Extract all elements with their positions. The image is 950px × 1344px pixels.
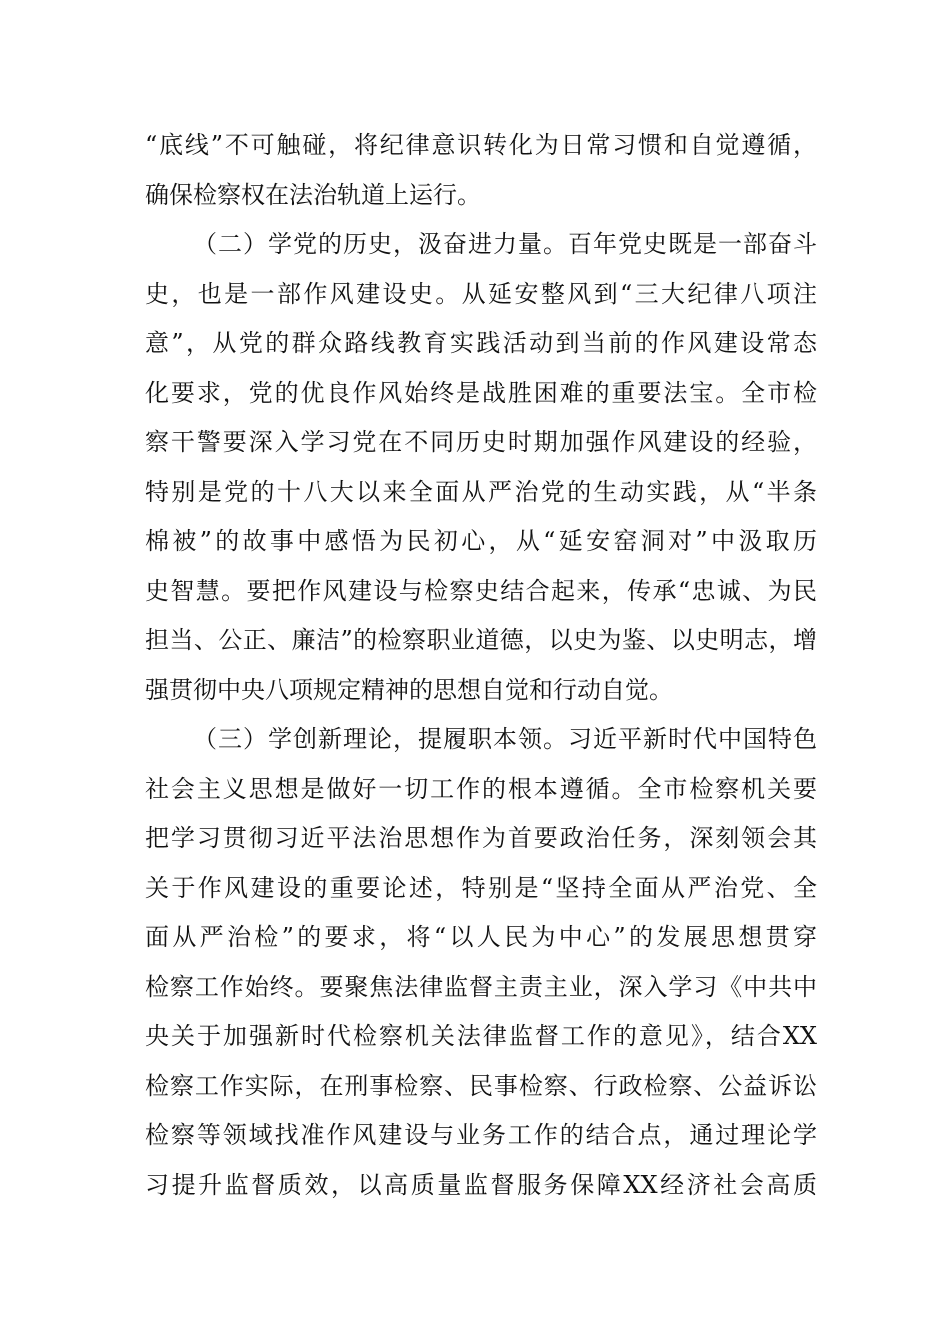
text-line: 检察等领域找准作风建设与业务工作的结合点，通过理论学 — [145, 1121, 817, 1149]
text-line: 把学习贯彻习近平法治思想作为首要政治任务，深刻领会其 — [145, 824, 817, 852]
text-line: 化要求，党的优良作风始终是战胜困难的重要法宝。全市检 — [145, 378, 817, 407]
paragraph-heading-line: （二）学党的历史，汲奋进力量。百年党史既是一部奋斗 — [193, 230, 817, 258]
text-line: “底线”不可触碰，将纪律意识转化为日常习惯和自觉遵循， — [145, 131, 817, 159]
text-line: 关于作风建设的重要论述，特别是“坚持全面从严治党、全 — [145, 873, 817, 902]
text-line: 央关于加强新时代检察机关法律监督工作的意见》，结合XX — [145, 1022, 817, 1050]
text-line: 意”，从党的群众路线教育实践活动到当前的作风建设常态 — [145, 329, 817, 357]
paragraph-heading-line: （三）学创新理论，提履职本领。习近平新时代中国特色 — [193, 725, 817, 753]
text-line: 面从严治检”的要求，将“以人民为中心”的发展思想贯穿 — [145, 923, 817, 951]
text-line: 社会主义思想是做好一切工作的根本遵循。全市检察机关要 — [145, 774, 817, 803]
text-line: 检察工作始终。要聚焦法律监督主责主业，深入学习《中共中 — [145, 972, 817, 1001]
text-line: 确保检察权在法治轨道上运行。 — [145, 180, 481, 209]
text-line: 特别是党的十八大以来全面从严治党的生动实践，从“半条 — [145, 477, 817, 506]
text-line: 习提升监督质效，以高质量监督服务保障XX经济社会高质 — [145, 1170, 817, 1199]
text-line: 强贯彻中央八项规定精神的思想自觉和行动自觉。 — [145, 675, 673, 704]
text-line: 检察工作实际，在刑事检察、民事检察、行政检察、公益诉讼 — [145, 1071, 817, 1100]
text-line: 史智慧。要把作风建设与检察史结合起来，传承“忠诚、为民 — [145, 576, 817, 605]
text-line: 察干警要深入学习党在不同历史时期加强作风建设的经验， — [145, 428, 817, 456]
text-line: 担当、公正、廉洁”的检察职业道德，以史为鉴、以史明志，增 — [145, 626, 817, 654]
text-line: 史，也是一部作风建设史。从延安整风到“三大纪律八项注 — [145, 279, 817, 308]
text-line: 棉被”的故事中感悟为民初心，从“延安窑洞对”中汲取历 — [145, 527, 817, 555]
body-text — [145, 121, 817, 1210]
